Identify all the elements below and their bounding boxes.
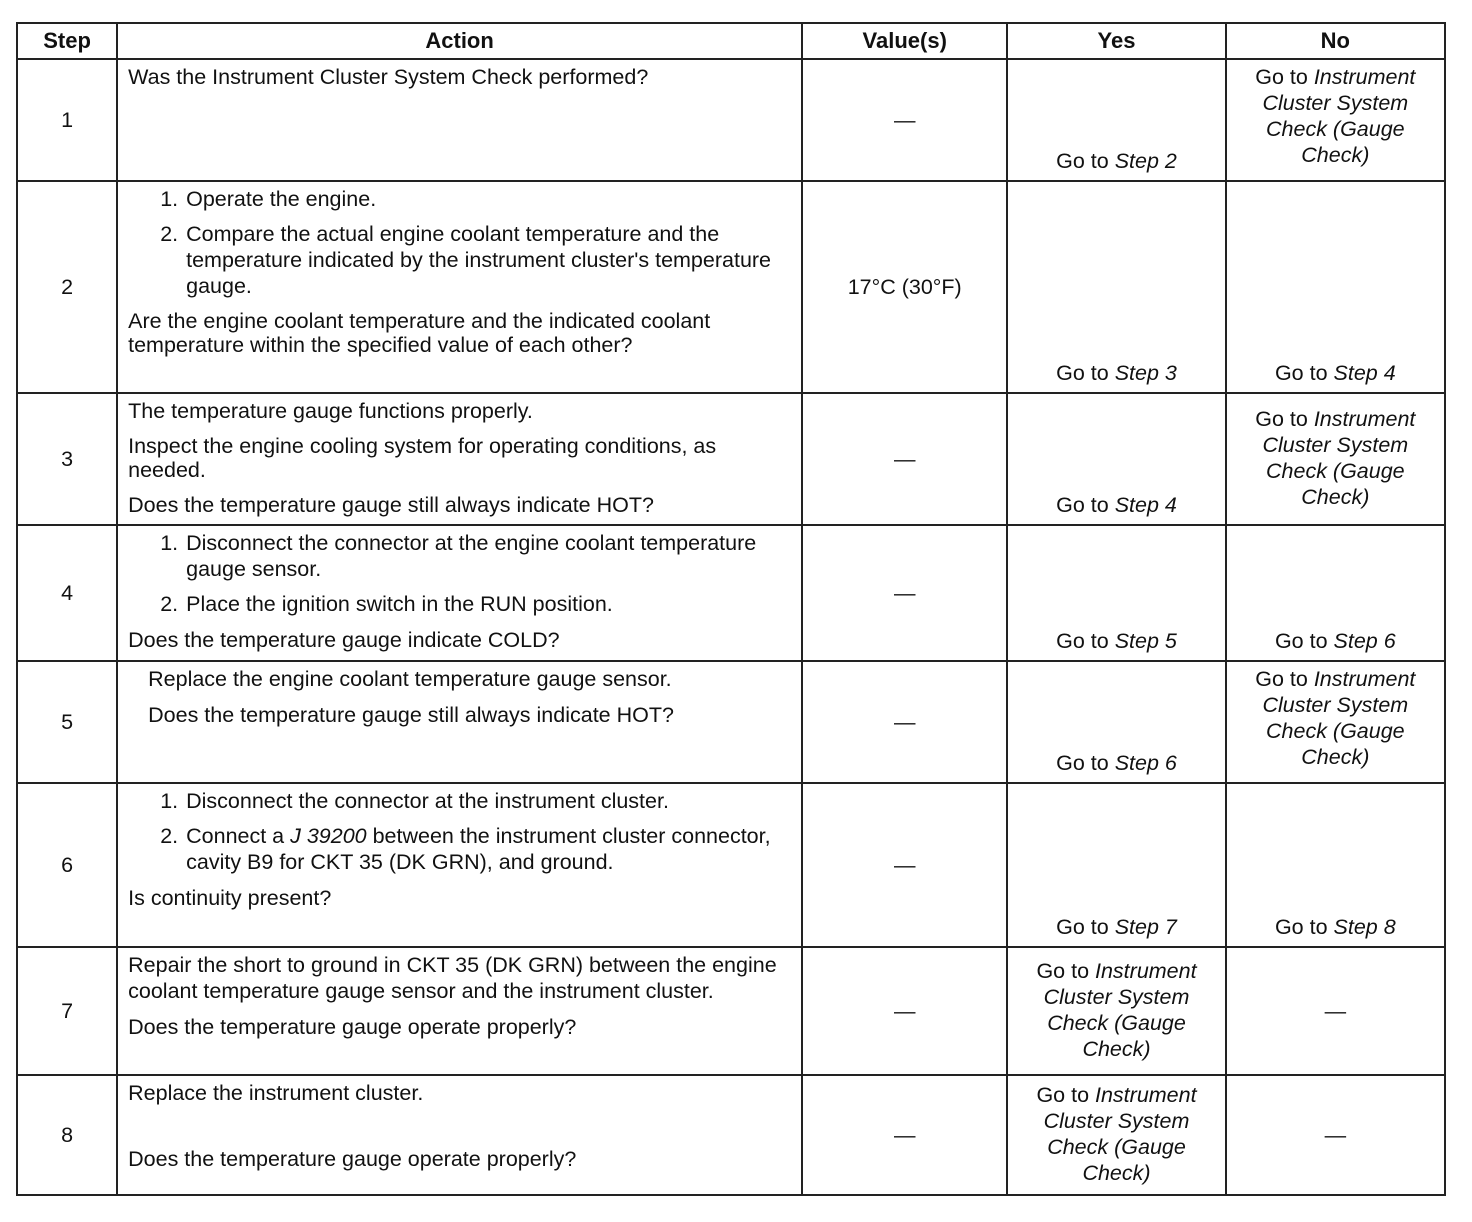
yes-cell: Go to Step 3 [1007,181,1225,393]
question-text: Are the engine coolant temperature and the indicated coolant temperature within the specified value of each other? [128,309,711,357]
no-cell: Go to Instrument Cluster System Check (Gauge Check) [1226,59,1445,181]
no-cell: Go to Step 6 [1226,525,1445,661]
action-text: Replace the engine coolant temperature gauge sensor. [148,667,672,691]
action-item: 1. Operate the engine. [184,186,791,212]
action-cell [117,393,802,525]
action-cell [117,783,802,947]
step-reference: Step 6 [1333,629,1396,653]
header-action: Action [117,23,802,59]
step-reference: Step 3 [1114,361,1177,385]
action-item: 2. Connect a J 39200 between the instrument cluster connector, cavity B9 for CKT 35 (DK GRN), and ground. [184,823,791,875]
value-cell: — [802,525,1007,661]
procedure-reference: Instrument Cluster System Check (Gauge Check) [1262,407,1416,509]
step-number: 4 [17,525,117,661]
procedure-reference: Instrument Cluster System Check (Gauge Check) [1043,1083,1197,1185]
no-cell: — [1226,1075,1445,1195]
action-list [128,788,791,875]
header-values: Value(s) [802,23,1007,59]
table-row [17,661,1445,783]
value-cell: — [802,947,1007,1075]
question-text: Is continuity present? [128,886,332,910]
yes-cell: Go to Step 2 [1007,59,1225,181]
action-list [128,186,791,299]
question-text: Does the temperature gauge operate properly? [128,1015,577,1039]
action-item: 1. Disconnect the connector at the instrument cluster. [184,788,791,814]
question-text: Was the Instrument Cluster System Check performed? [128,65,649,89]
step-number: 5 [17,661,117,783]
table-row [17,393,1445,525]
yes-cell: Go to Step 6 [1007,661,1225,783]
value-cell: 17°C (30°F) [802,181,1007,393]
yes-cell: Go to Step 4 [1007,393,1225,525]
table-row [17,783,1445,947]
yes-cell: Go to Step 7 [1007,783,1225,947]
action-text: Repair the short to ground in CKT 35 (DK GRN) between the engine coolant temperature gauge sensor and the instrument cluster. [128,953,777,1003]
header-yes: Yes [1007,23,1225,59]
value-cell: — [802,661,1007,783]
no-cell: Go to Step 8 [1226,783,1445,947]
action-item: 2. Compare the actual engine coolant temperature and the temperature indicated by the instrument cluster's temperature gauge. [184,221,791,299]
value-cell: — [802,1075,1007,1195]
no-cell: Go to Step 4 [1226,181,1445,393]
table-row [17,525,1445,661]
value-cell: — [802,393,1007,525]
action-cell [117,661,802,783]
value-cell: — [802,59,1007,181]
no-cell: — [1226,947,1445,1075]
action-list [128,530,791,617]
diagnostic-table [16,22,1446,1196]
action-text: Inspect the engine cooling system for operating conditions, as needed. [128,434,717,482]
procedure-reference: Instrument Cluster System Check (Gauge Check) [1262,65,1416,167]
step-number: 8 [17,1075,117,1195]
action-item: 1. Disconnect the connector at the engine coolant temperature gauge sensor. [184,530,791,582]
procedure-reference: Instrument Cluster System Check (Gauge Check) [1262,667,1416,769]
action-cell [117,181,802,393]
header-no: No [1226,23,1445,59]
action-cell [117,1075,802,1195]
step-number: 2 [17,181,117,393]
no-cell: Go to Instrument Cluster System Check (Gauge Check) [1226,661,1445,783]
value-cell: — [802,783,1007,947]
yes-cell: Go to Instrument Cluster System Check (Gauge Check) [1007,947,1225,1075]
table-row [17,59,1445,181]
action-text: The temperature gauge functions properly. [128,399,533,423]
step-number: 7 [17,947,117,1075]
step-reference: Step 6 [1114,751,1177,775]
action-cell [117,59,802,181]
question-text: Does the temperature gauge indicate COLD? [128,628,560,652]
action-cell [117,525,802,661]
no-cell: Go to Instrument Cluster System Check (Gauge Check) [1226,393,1445,525]
step-reference: Step 8 [1333,915,1396,939]
step-reference: Step 5 [1114,629,1177,653]
step-reference: Step 4 [1333,361,1396,385]
step-number: 1 [17,59,117,181]
tool-reference: J 39200 [290,824,367,848]
step-reference: Step 2 [1114,149,1177,173]
procedure-reference: Instrument Cluster System Check (Gauge Check) [1043,959,1197,1061]
action-text: Replace the instrument cluster. [128,1081,424,1105]
question-text: Does the temperature gauge operate properly? [128,1147,577,1171]
step-number: 3 [17,393,117,525]
action-item: 2. Place the ignition switch in the RUN position. [184,591,791,617]
header-row [17,23,1445,59]
header-step: Step [17,23,117,59]
step-number: 6 [17,783,117,947]
step-reference: Step 7 [1114,915,1177,939]
yes-cell: Go to Instrument Cluster System Check (Gauge Check) [1007,1075,1225,1195]
question-text: Does the temperature gauge still always indicate HOT? [148,703,674,727]
table-row [17,947,1445,1075]
step-reference: Step 4 [1114,493,1177,517]
action-cell [117,947,802,1075]
table-row [17,181,1445,393]
table-row [17,1075,1445,1195]
yes-cell: Go to Step 5 [1007,525,1225,661]
question-text: Does the temperature gauge still always indicate HOT? [128,493,654,517]
